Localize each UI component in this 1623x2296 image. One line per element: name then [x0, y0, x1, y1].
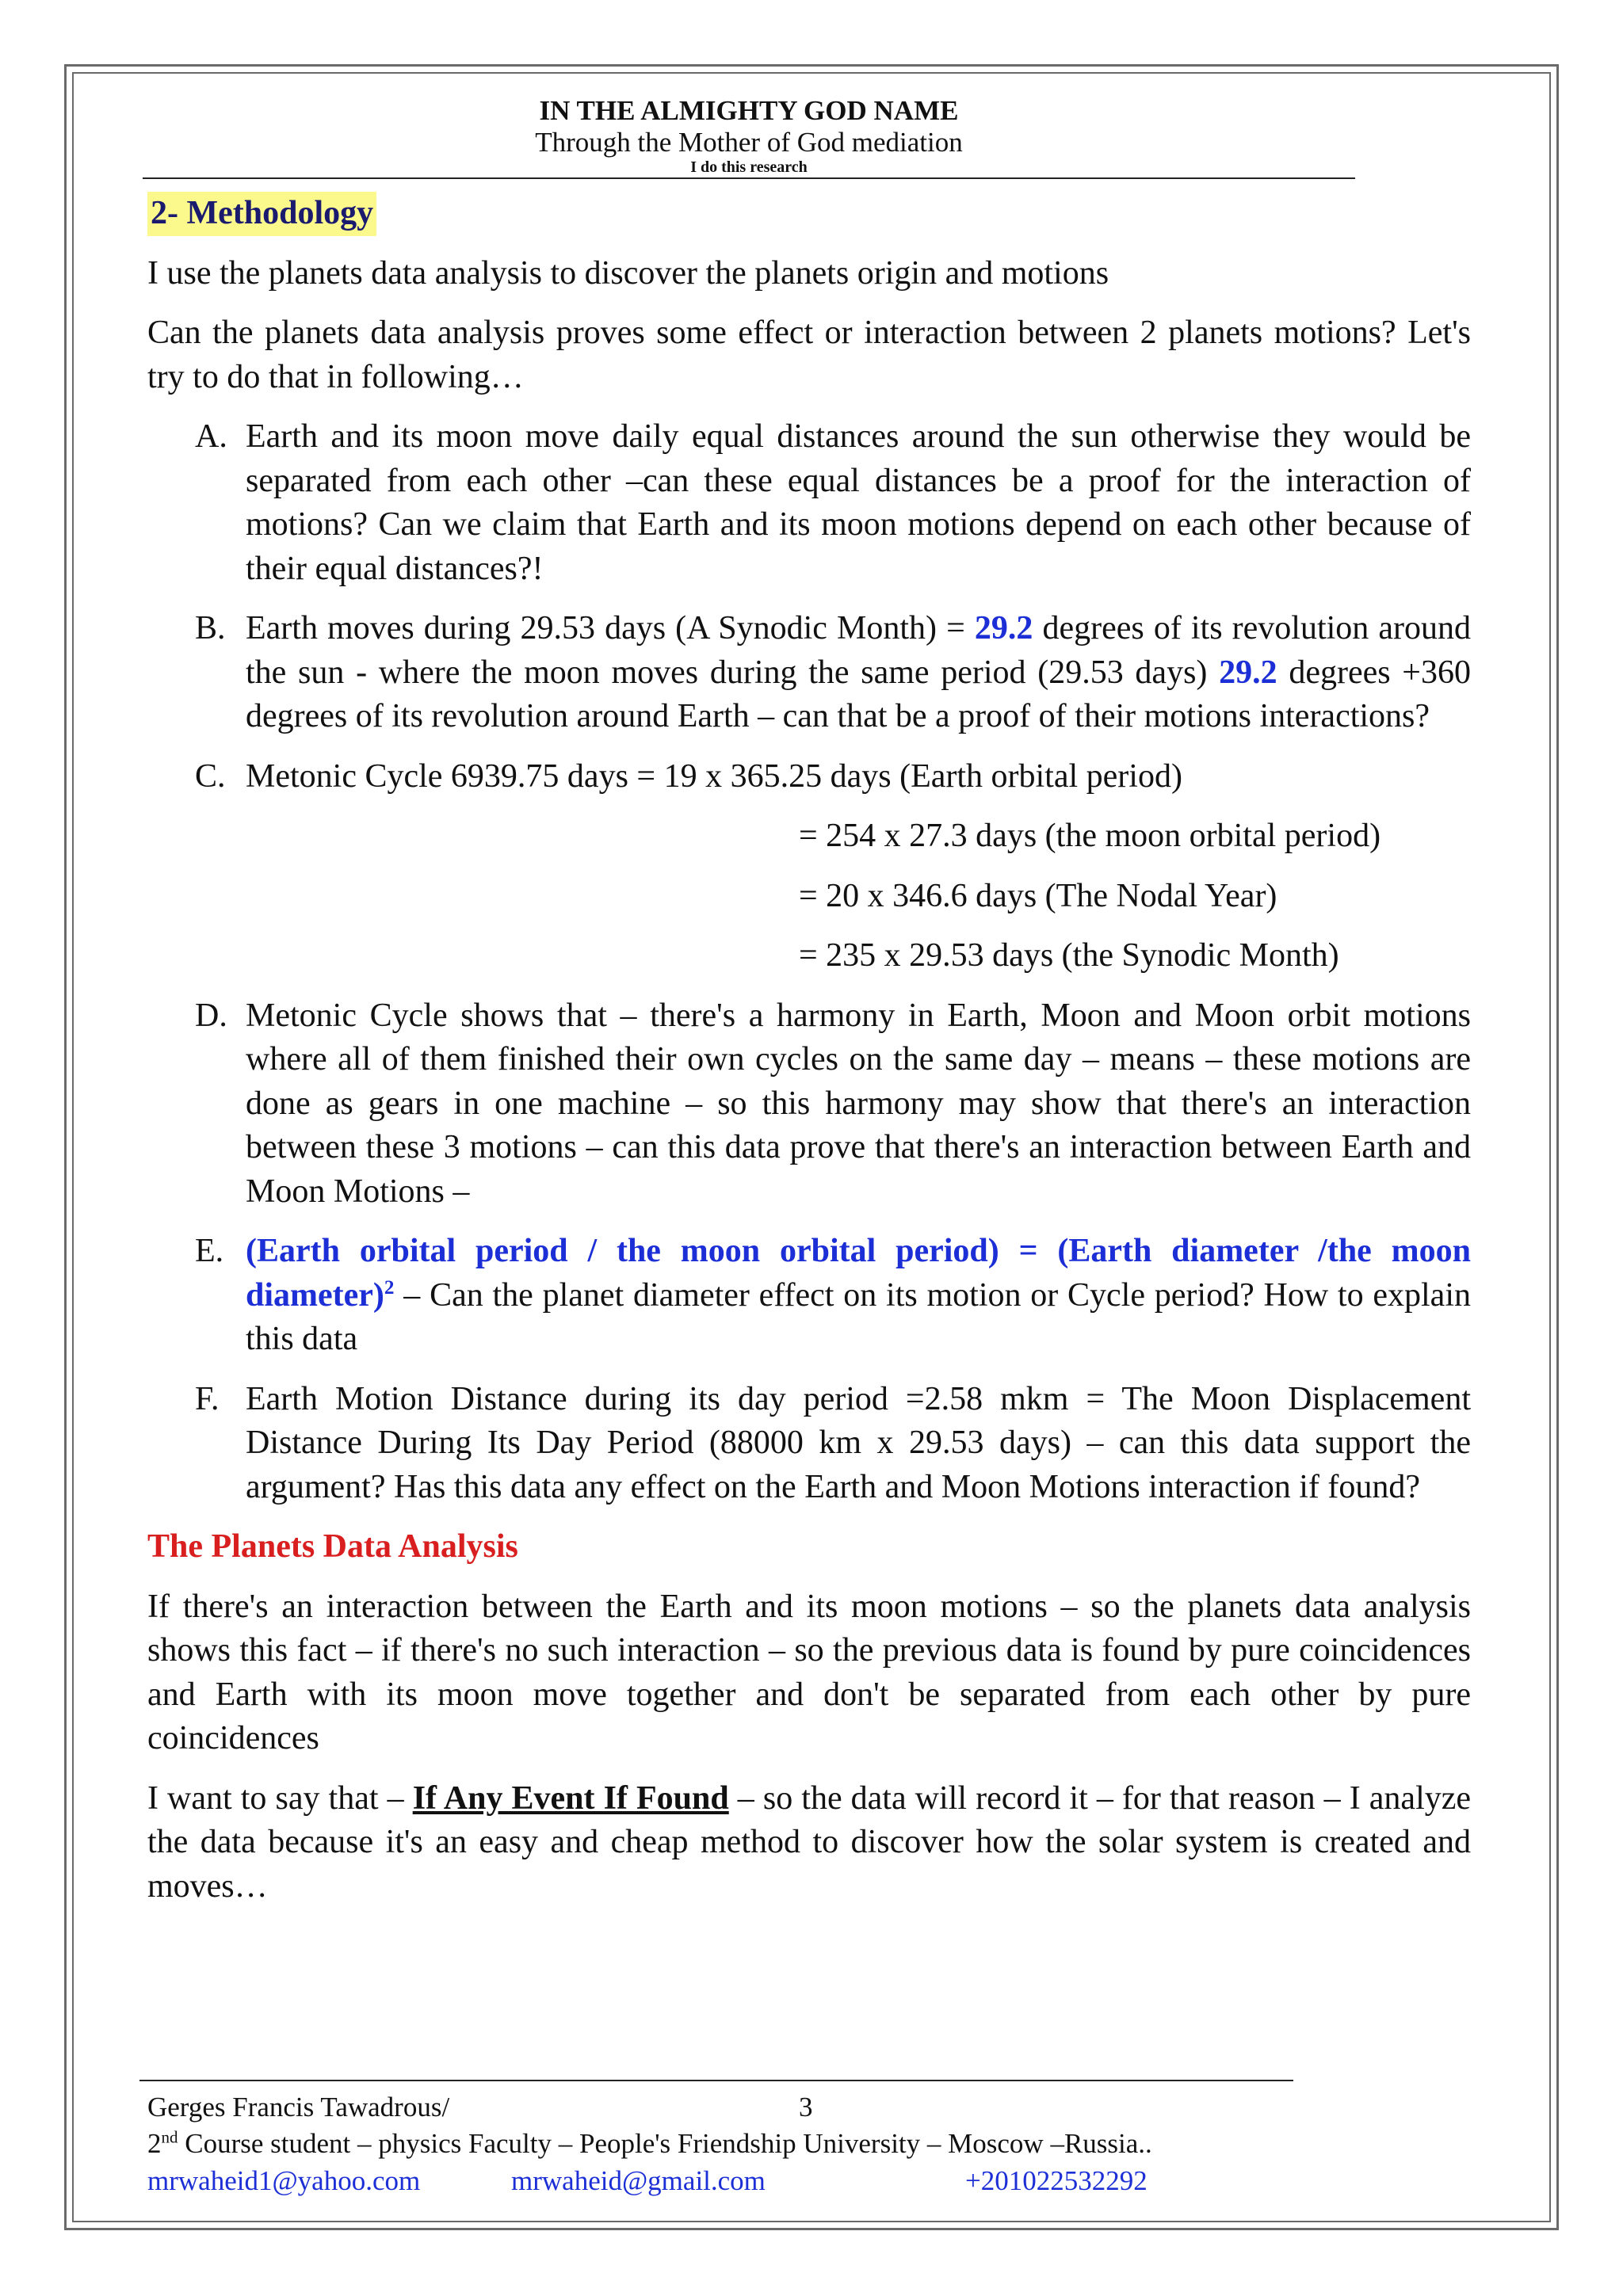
formula-exponent: 2	[384, 1276, 395, 1299]
footer-author: Gerges Francis Tawadrous/	[147, 2092, 450, 2122]
header-title: IN THE ALMIGHTY GOD NAME	[539, 95, 959, 126]
highlight-value: 29.2	[974, 610, 1033, 646]
list-marker: B.	[195, 610, 226, 646]
paragraph-text: – so the data will record it – for that reason – I analyze the data because it's an easy and cheap method to discover how the solar system is created and moves…	[147, 1779, 1472, 1905]
page-number: 3	[799, 2092, 813, 2122]
paragraph-text: I want to say that –	[147, 1779, 413, 1817]
equation-line: = 235 x 29.53 days (the Synodic Month)	[799, 937, 1339, 974]
list-item-text: degrees of its revolution around the sun - where the moon moves during the same period (29.53 days)	[246, 610, 1472, 691]
list-item-text: Earth and its moon move daily equal distances around the sun otherwise they would be separated from each other –can these equal distances be a proof for the interaction of motions? Can we claim that Earth and its moon motions depend on each other because of their equal distances?!	[246, 418, 1471, 587]
list-marker: D.	[195, 997, 227, 1034]
footer-rule	[139, 2080, 1293, 2081]
list-marker: E.	[195, 1233, 224, 1269]
affiliation-text: Course student – physics Faculty – People's Friendship University – Moscow –Russia..	[178, 2128, 1152, 2159]
list-item-text: degrees +360 degrees of its revolution around Earth – can that be a proof of their motions interactions?	[246, 654, 1471, 734]
equation-line: Metonic Cycle 6939.75 days = 19 x 365.25 days (Earth orbital period)	[246, 757, 1182, 795]
list-marker: F.	[195, 1380, 220, 1417]
list-item-text: – Can the planet diameter effect on its motion or Cycle period? How to explain this data	[246, 1276, 1471, 1357]
analysis-paragraph-1: If there's an interaction between the Earth and its moon motions – so the planets data analysis shows this fact – if there's no such interaction – so the previous data is found by pure coincidences and Earth with its moon move together and don't be separated from each other by pure coincidences	[147, 1588, 1471, 1756]
equation-line: = 254 x 27.3 days (the moon orbital period)	[799, 818, 1381, 854]
emphasis-text: If Any Event If Found	[412, 1779, 729, 1817]
list-marker: A.	[195, 418, 227, 455]
list-item-text: Metonic Cycle shows that – there's a harmony in Earth, Moon and Moon orbit motions where all of them finished their own cycles on the same day – means – these motions are done as gears in one machine – so this harmony may show that there's an interaction between these 3 motions – can this data prove that there's an interaction between Earth and Moon Motions –	[246, 997, 1471, 1210]
highlight-value: 29.2	[1219, 654, 1277, 691]
list-item-d	[147, 994, 1471, 1215]
list-item-c	[147, 755, 1471, 978]
course-suffix: nd	[161, 2127, 178, 2147]
list-item-text: Earth moves during 29.53 days (A Synodic Month) =	[246, 610, 975, 646]
section-heading: 2- Methodology	[147, 192, 376, 236]
phone-number: +201022532292	[965, 2165, 1148, 2196]
header-note: I do this research	[690, 158, 808, 176]
list-item-a	[147, 415, 1471, 591]
header-rule	[143, 177, 1355, 179]
header-subtitle: Through the Mother of God mediation	[535, 127, 963, 158]
list-item-e	[147, 1230, 1471, 1362]
list-marker: C.	[195, 757, 226, 795]
list-item-b	[147, 607, 1471, 739]
equation-line: = 20 x 346.6 days (The Nodal Year)	[799, 877, 1277, 914]
list-item-f	[147, 1378, 1471, 1510]
intro-paragraph-2: Can the planets data analysis proves some effect or interaction between 2 planets motions? Let's try to do that in following…	[147, 315, 1471, 395]
formula-body: (Earth orbital period / the moon orbital period) = (Earth diameter /the moon diameter)	[246, 1233, 1471, 1314]
intro-paragraph-1: I use the planets data analysis to discover the planets origin and motions	[147, 254, 1109, 292]
list-item-text: Earth Motion Distance during its day period =2.58 mkm = The Moon Displacement Distance During Its Day Period (88000 km x 29.53 days) – can this data support the argument? Has this data any effect on the Earth and Moon Motions interaction if found?	[246, 1380, 1471, 1505]
question-list	[147, 415, 1471, 1509]
email-link-gmail[interactable]: mrwaheid@gmail.com	[511, 2165, 766, 2196]
main-content	[147, 192, 1471, 1924]
course-number: 2	[147, 2128, 162, 2159]
footer-affiliation	[147, 2128, 1152, 2160]
analysis-heading: The Planets Data Analysis	[147, 1528, 518, 1565]
analysis-paragraph-2	[147, 1777, 1471, 1909]
email-link-yahoo[interactable]: mrwaheid1@yahoo.com	[147, 2165, 421, 2196]
